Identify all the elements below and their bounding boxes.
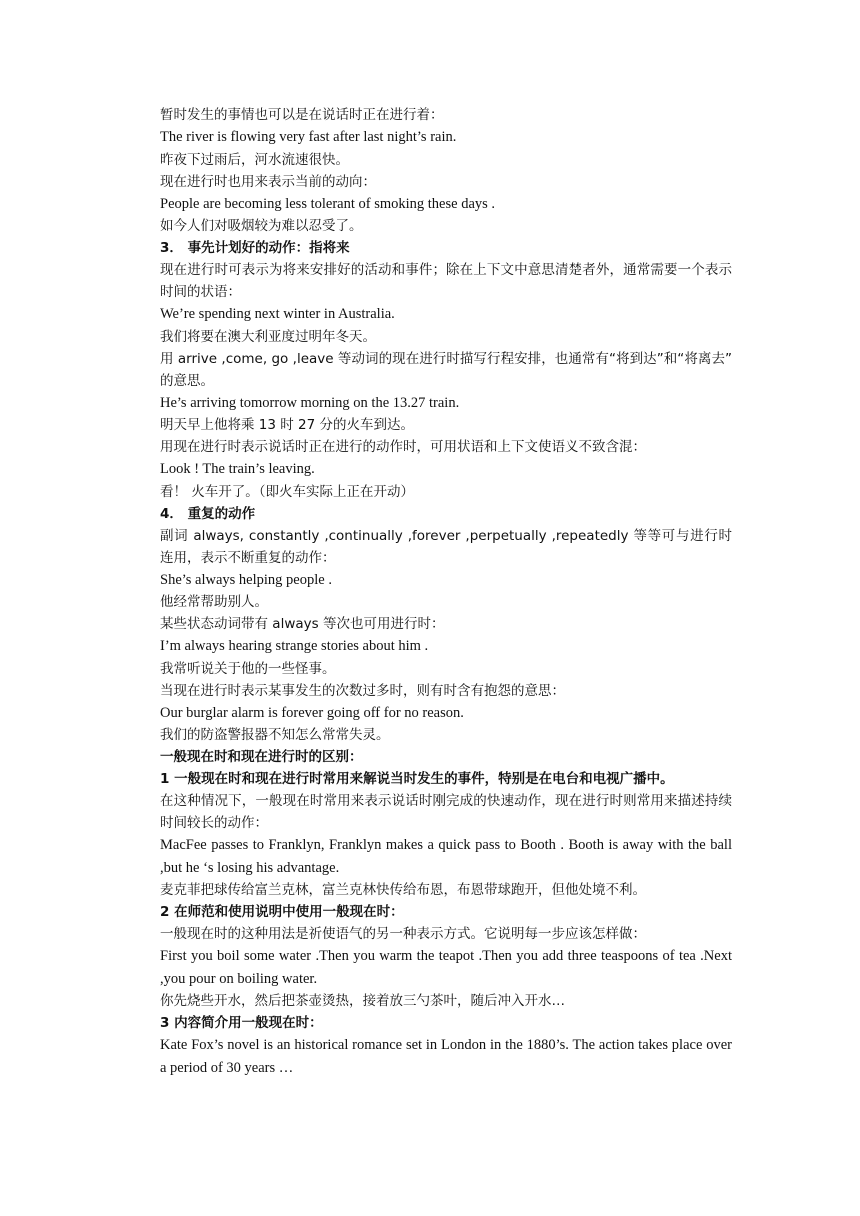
paragraph-line: 如今人们对吸烟较为难以忍受了。 [160, 218, 363, 234]
paragraph-line: I’m always hearing strange stories about him . [160, 638, 429, 654]
paragraph-line: 看！ 火车开了。（即火车实际上正在开动） [160, 483, 415, 500]
paragraph-line: 在这种情况下，一般现在时常用来表示说话时刚完成的快速动作，现在进行时则常用来描述持续时间较长的动作： [160, 793, 732, 831]
section-heading: 3 内容简介用一般现在时： [160, 1015, 323, 1031]
paragraph-line: First you boil some water .Then you warm the teapot .Then you add three teaspoons of tea .Next ,you pour on boiling water. [160, 948, 732, 987]
paragraph-line: 某些状态动词带有 always 等次也可用进行时： [160, 616, 445, 632]
paragraph-line: 副词 always, constantly ,continually ,forever ,perpetually ,repeatedly 等等可与进行时连用，表示不断重复的动作： [160, 527, 732, 566]
paragraph-line: 我们的防盗警报器不知怎么常常失灵。 [160, 727, 390, 743]
paragraph-line: 当现在进行时表示某事发生的次数过多时，则有时含有抱怨的意思： [160, 682, 565, 699]
paragraph-line: Kate Fox’s novel is an historical romance set in London in the 1880’s. The action takes place over a period of 30 years … [160, 1037, 732, 1076]
paragraph-line: 暂时发生的事情也可以是在说话时正在进行着： [160, 107, 444, 123]
paragraph-line: 明天早上他将乘 13 时 27 分的火车到达。 [160, 417, 415, 433]
section-heading: 3． 事先计划好的动作：指将来 [160, 240, 350, 256]
paragraph-line: 现在进行时也用来表示当前的动向： [160, 173, 376, 190]
section-heading: 4． 重复的动作 [160, 505, 256, 522]
paragraph-line: She’s always helping people . [160, 571, 332, 588]
paragraph-line: 用 arrive ,come, go ,leave 等动词的现在进行时描写行程安排，也通常有“将到达”和“将离去” 的意思。 [160, 350, 732, 389]
paragraph-line: 我们将要在澳大利亚度过明年冬天。 [160, 328, 376, 345]
paragraph-line: Our burglar alarm is forever going off for no reason. [160, 704, 464, 721]
paragraph-line: 一般现在时的这种用法是祈使语气的另一种表示方式。它说明每一步应该怎样做： [160, 926, 646, 942]
section-heading: 2 在师范和使用说明中使用一般现在时： [160, 904, 404, 920]
paragraph-line: 我常听说关于他的一些怪事。 [160, 660, 336, 677]
paragraph-line: MacFee passes to Franklyn, Franklyn makes a quick pass to Booth . Booth is away with the ball ,but he ‘s losing his advantage. [160, 837, 732, 876]
paragraph-line: Look ! The train’s leaving. [160, 461, 315, 477]
section-heading: 一般现在时和现在进行时的区别： [160, 749, 363, 765]
section-heading: 1 一般现在时和现在进行时常用来解说当时发生的事件，特别是在电台和电视广播中。 [160, 771, 674, 787]
paragraph-line: 你先烧些开水，然后把茶壶烫热，接着放三勺茶叶，随后冲入开水… [160, 993, 565, 1009]
paragraph-line: 用现在进行时表示说话时正在进行的动作时，可用状语和上下文使语义不致含混： [160, 439, 646, 455]
document-body [160, 104, 732, 1079]
paragraph-line: 昨夜下过雨后，河水流速很快。 [160, 151, 349, 168]
paragraph-line: 他经常帮助别人。 [160, 594, 268, 610]
paragraph-line: 麦克菲把球传给富兰克林，富兰克林快传给布恩，布恩带球跑开，但他处境不利。 [160, 882, 646, 898]
paragraph-line: People are becoming less tolerant of smoking these days . [160, 195, 496, 212]
paragraph-line: He’s arriving tomorrow morning on the 13.27 train. [160, 394, 460, 411]
paragraph-line: We’re spending next winter in Australia. [160, 306, 395, 322]
paragraph-line: 现在进行时可表示为将来安排好的活动和事件；除在上下文中意思清楚者外，通常需要一个表示时间的状语： [160, 262, 732, 300]
paragraph-line: The river is flowing very fast after last night’s rain. [160, 129, 457, 145]
